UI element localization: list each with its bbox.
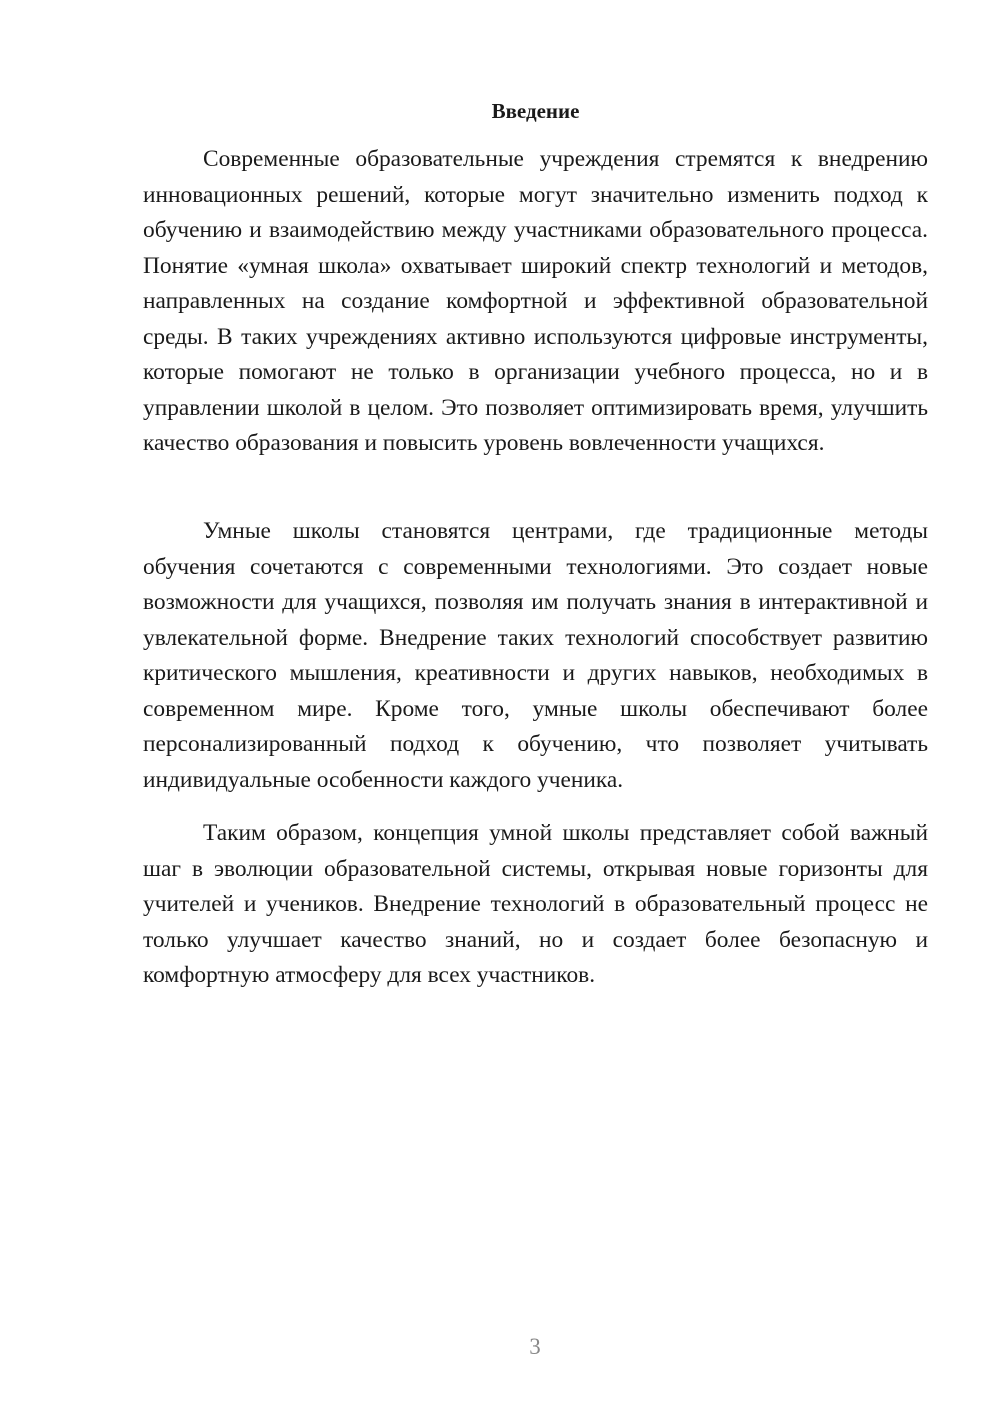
paragraph-1: Современные образовательные учреждения стремятся к внедрению инновационных решений, которые могут значительно изменить подход к обучению и взаимодействию между участниками образовательного процесса. Понятие «умная школа» охватывает широкий спектр технологий и методов, направленных на создание комфортной и эффективной образовательной среды. В таких учреждениях активно используются цифровые инструменты, которые помогают не только в организации учебного процесса, но и в управлении школой в целом. Это позволяет оптимизировать время, улучшить качество образования и повысить уровень вовлеченности учащихся.: [143, 146, 928, 456]
page-number: 3: [529, 1334, 541, 1359]
paragraph-3: Таким образом, концепция умной школы представляет собой важный шаг в эволюции образовательной системы, открывая новые горизонты для учителей и учеников. Внедрение технологий в образовательный процесс не только улучшает качество знаний, но и создает более безопасную и комфортную атмосферу для всех участников.: [143, 820, 928, 988]
paragraph-2: Умные школы становятся центрами, где традиционные методы обучения сочетаются с современными технологиями. Это создает новые возможности для учащихся, позволяя им получать знания в интерактивной и увлекательной форме. Внедрение таких технологий способствует развитию критического мышления, креативности и других навыков, необходимых в современном мире. Кроме того, умные школы обеспечивают более персонализированный подход к обучению, что позволяет учитывать индивидуальные особенности каждого ученика.: [143, 518, 928, 793]
page-title: Введение: [491, 99, 580, 123]
